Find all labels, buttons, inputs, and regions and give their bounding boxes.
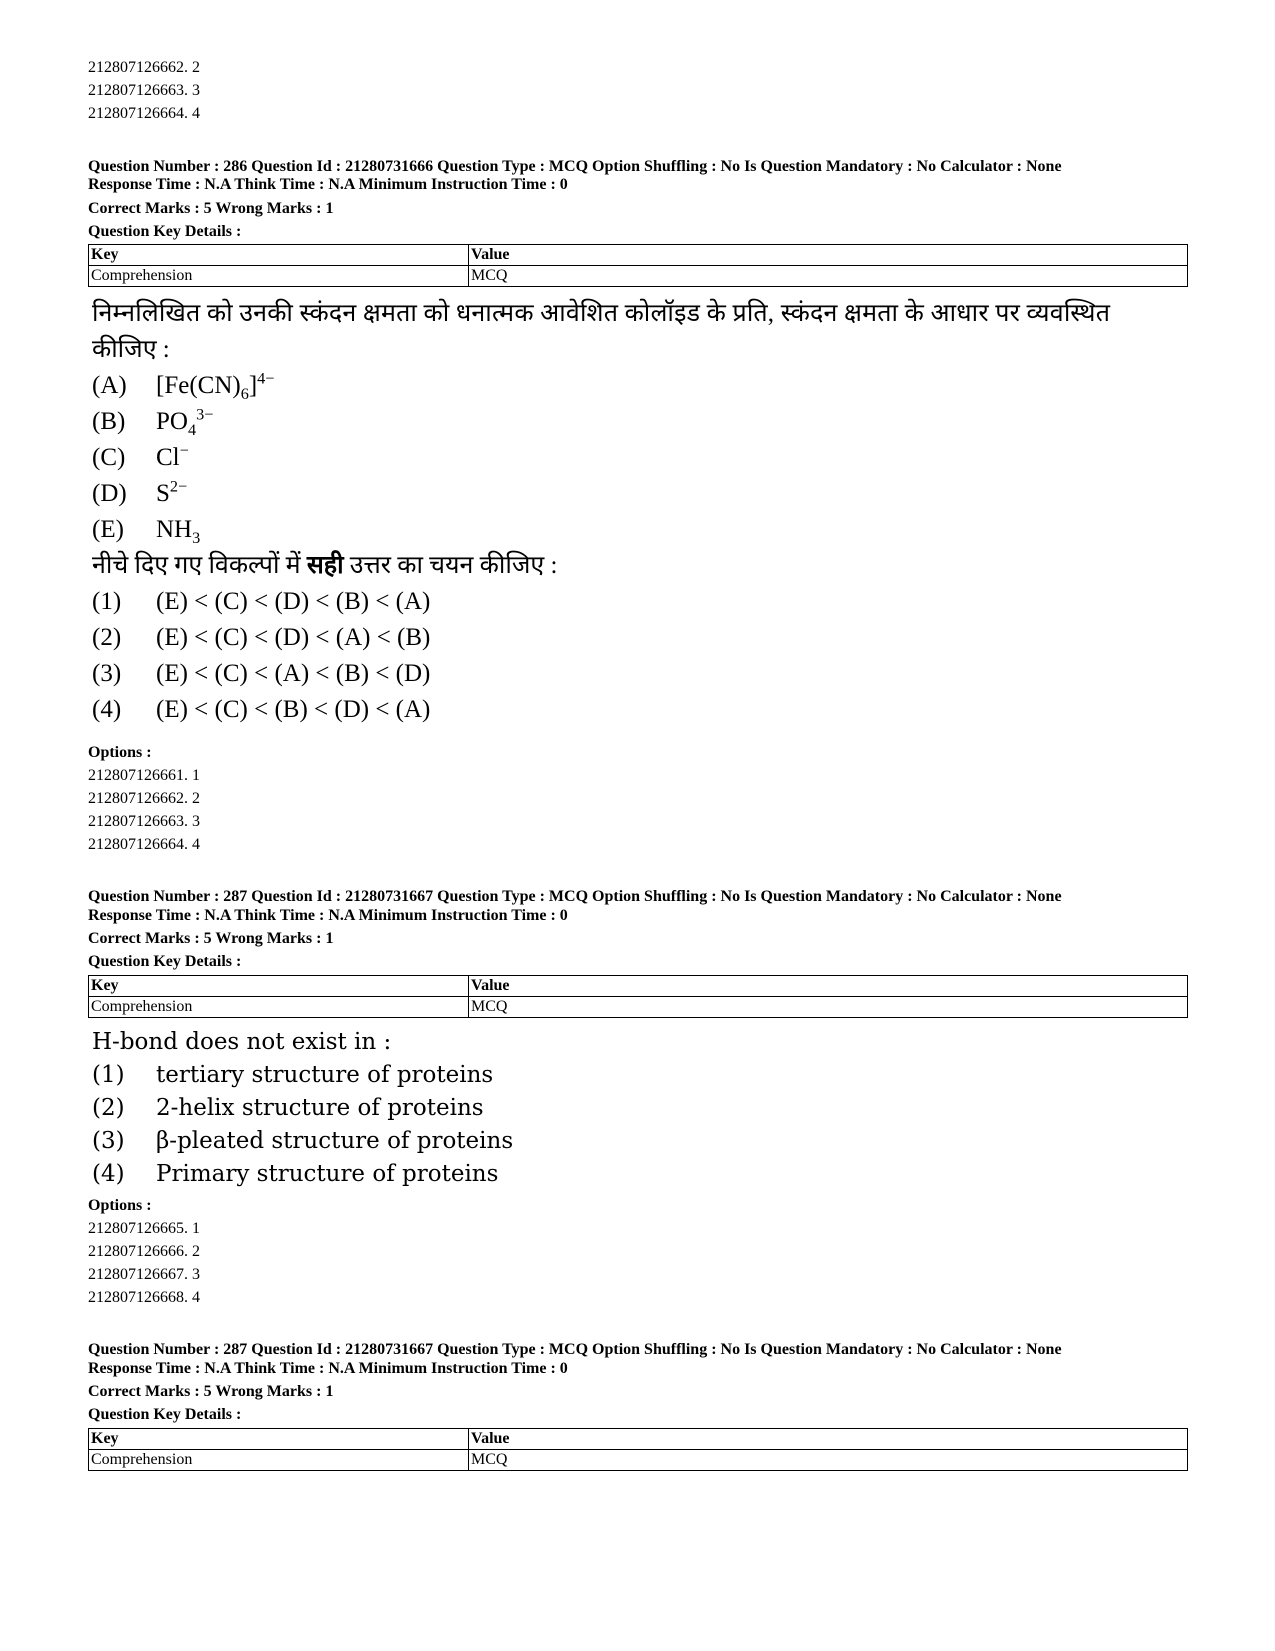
item-label: (C) [92,444,126,471]
choice-label: (3) [92,1128,125,1154]
table-cell-value: MCQ [469,997,1188,1018]
item-label: (B) [92,408,126,435]
choice-label: (4) [92,1161,125,1187]
formula-base: Cl [156,444,180,471]
choice-label: (3) [92,660,122,687]
choice-label: (4) [92,696,122,723]
species-item [92,476,1110,512]
question-header: Question Number : 287 Question Id : 21280731667 Question Type : MCQ Option Shuffling : No Is Question Mandatory : No Calculator : None [88,888,1062,905]
table-row [89,266,1188,287]
select-suffix: उत्तर का चयन कीजिए : [343,552,558,579]
key-details-label: Question Key Details : [88,1406,242,1423]
formula-base: NH [156,516,193,543]
formula-base: S [156,480,170,507]
option-line: 212807126665. 1 [88,1220,200,1237]
select-prefix: नीचे दिए गए विकल्पों में [92,552,307,579]
formula-subscript: 6 [240,385,249,403]
question-marks: Correct Marks : 5 Wrong Marks : 1 [88,200,334,217]
option-line: 212807126667. 3 [88,1266,200,1283]
question-marks: Correct Marks : 5 Wrong Marks : 1 [88,930,334,947]
choice-label: (2) [92,624,122,651]
table-cell-key: Comprehension [89,1450,469,1471]
option-line: 212807126663. 3 [88,82,200,99]
option-line: 212807126664. 4 [88,836,200,853]
table-header-row [89,1429,1188,1450]
formula-base: [Fe(CN) [156,372,241,399]
table-header-row [89,976,1188,997]
answer-choice [92,692,1110,728]
species-list [92,368,1110,548]
table-header-row [89,245,1188,266]
choice-text: 2-helix structure of proteins [156,1095,484,1121]
key-details-table [88,244,1188,287]
table-cell-value: MCQ [469,1450,1188,1471]
formula-base: PO [156,408,188,435]
question-text-line1: निम्नलिखित को उनकी स्कंदन क्षमता को धनात्मक आवेशित कोलॉइड के प्रति, स्कंदन क्षमता के आधार पर व्यवस्थित [92,300,1111,327]
option-line: 212807126664. 4 [88,105,200,122]
question-timing: Response Time : N.A Think Time : N.A Minimum Instruction Time : 0 [88,1360,568,1377]
choice-label: (1) [92,588,122,615]
item-label: (A) [92,372,127,399]
choice-text: tertiary structure of proteins [156,1062,494,1088]
item-label: (D) [92,480,127,507]
table-row [89,997,1188,1018]
choice-label: (2) [92,1095,125,1121]
question-timing: Response Time : N.A Think Time : N.A Minimum Instruction Time : 0 [88,176,568,193]
key-details-table [88,975,1188,1018]
formula-charge: 2− [169,477,188,496]
option-line: 212807126662. 2 [88,790,200,807]
table-header-key: Key [89,976,469,997]
options-label: Options : [88,744,152,761]
option-line: 212807126661. 1 [88,767,200,784]
answer-choice [92,1092,513,1125]
option-line: 212807126666. 2 [88,1243,200,1260]
formula-subscript: 4 [187,421,197,439]
answer-choices [92,584,1110,728]
key-details-table [88,1428,1188,1471]
question-286-body [92,296,1110,728]
answer-choice [92,656,1110,692]
species-item [92,368,1110,404]
species-item [92,404,1110,440]
choice-text: (E) < (C) < (A) < (B) < (D) [156,660,431,687]
key-details-label: Question Key Details : [88,223,242,240]
answer-choice [92,1059,513,1092]
choice-label: (1) [92,1062,125,1088]
formula-charge: − [179,441,189,460]
key-details-label: Question Key Details : [88,953,242,970]
question-287-body [92,1026,513,1191]
option-line: 212807126663. 3 [88,813,200,830]
options-label: Options : [88,1197,152,1214]
choice-text: (E) < (C) < (D) < (A) < (B) [156,624,431,651]
option-line: 212807126668. 4 [88,1289,200,1306]
question-header: Question Number : 286 Question Id : 21280731666 Question Type : MCQ Option Shuffling : No Is Question Mandatory : No Calculator : None [88,158,1062,175]
table-header-value: Value [469,245,1188,266]
table-header-value: Value [469,1429,1188,1450]
answer-choice [92,620,1110,656]
item-label: (E) [92,516,124,543]
table-row [89,1450,1188,1471]
choice-text: β-pleated structure of proteins [156,1128,514,1154]
answer-choice [92,1158,513,1191]
table-cell-value: MCQ [469,266,1188,287]
select-instruction [92,548,1110,584]
question-text: H-bond does not exist in : [92,1029,392,1055]
table-cell-key: Comprehension [89,266,469,287]
choice-text: (E) < (C) < (B) < (D) < (A) [156,696,431,723]
option-line: 212807126662. 2 [88,59,200,76]
question-marks: Correct Marks : 5 Wrong Marks : 1 [88,1383,334,1400]
answer-choice [92,584,1110,620]
formula-tail: ] [248,372,258,399]
table-header-key: Key [89,1429,469,1450]
answer-choice [92,1125,513,1158]
formula-subscript: 3 [192,529,201,547]
question-timing: Response Time : N.A Think Time : N.A Minimum Instruction Time : 0 [88,907,568,924]
choice-text: (E) < (C) < (D) < (B) < (A) [156,588,431,615]
question-text-line2: कीजिए : [92,336,170,363]
question-header: Question Number : 287 Question Id : 21280731667 Question Type : MCQ Option Shuffling : No Is Question Mandatory : No Calculator : None [88,1341,1062,1358]
choice-text: Primary structure of proteins [156,1161,499,1187]
table-cell-key: Comprehension [89,997,469,1018]
formula-charge: 3− [196,405,214,424]
species-item [92,440,1110,476]
species-item [92,512,1110,548]
formula-charge: 4− [257,369,275,388]
answer-choices [92,1059,513,1191]
select-bold: सही [306,552,344,579]
table-header-key: Key [89,245,469,266]
table-header-value: Value [469,976,1188,997]
